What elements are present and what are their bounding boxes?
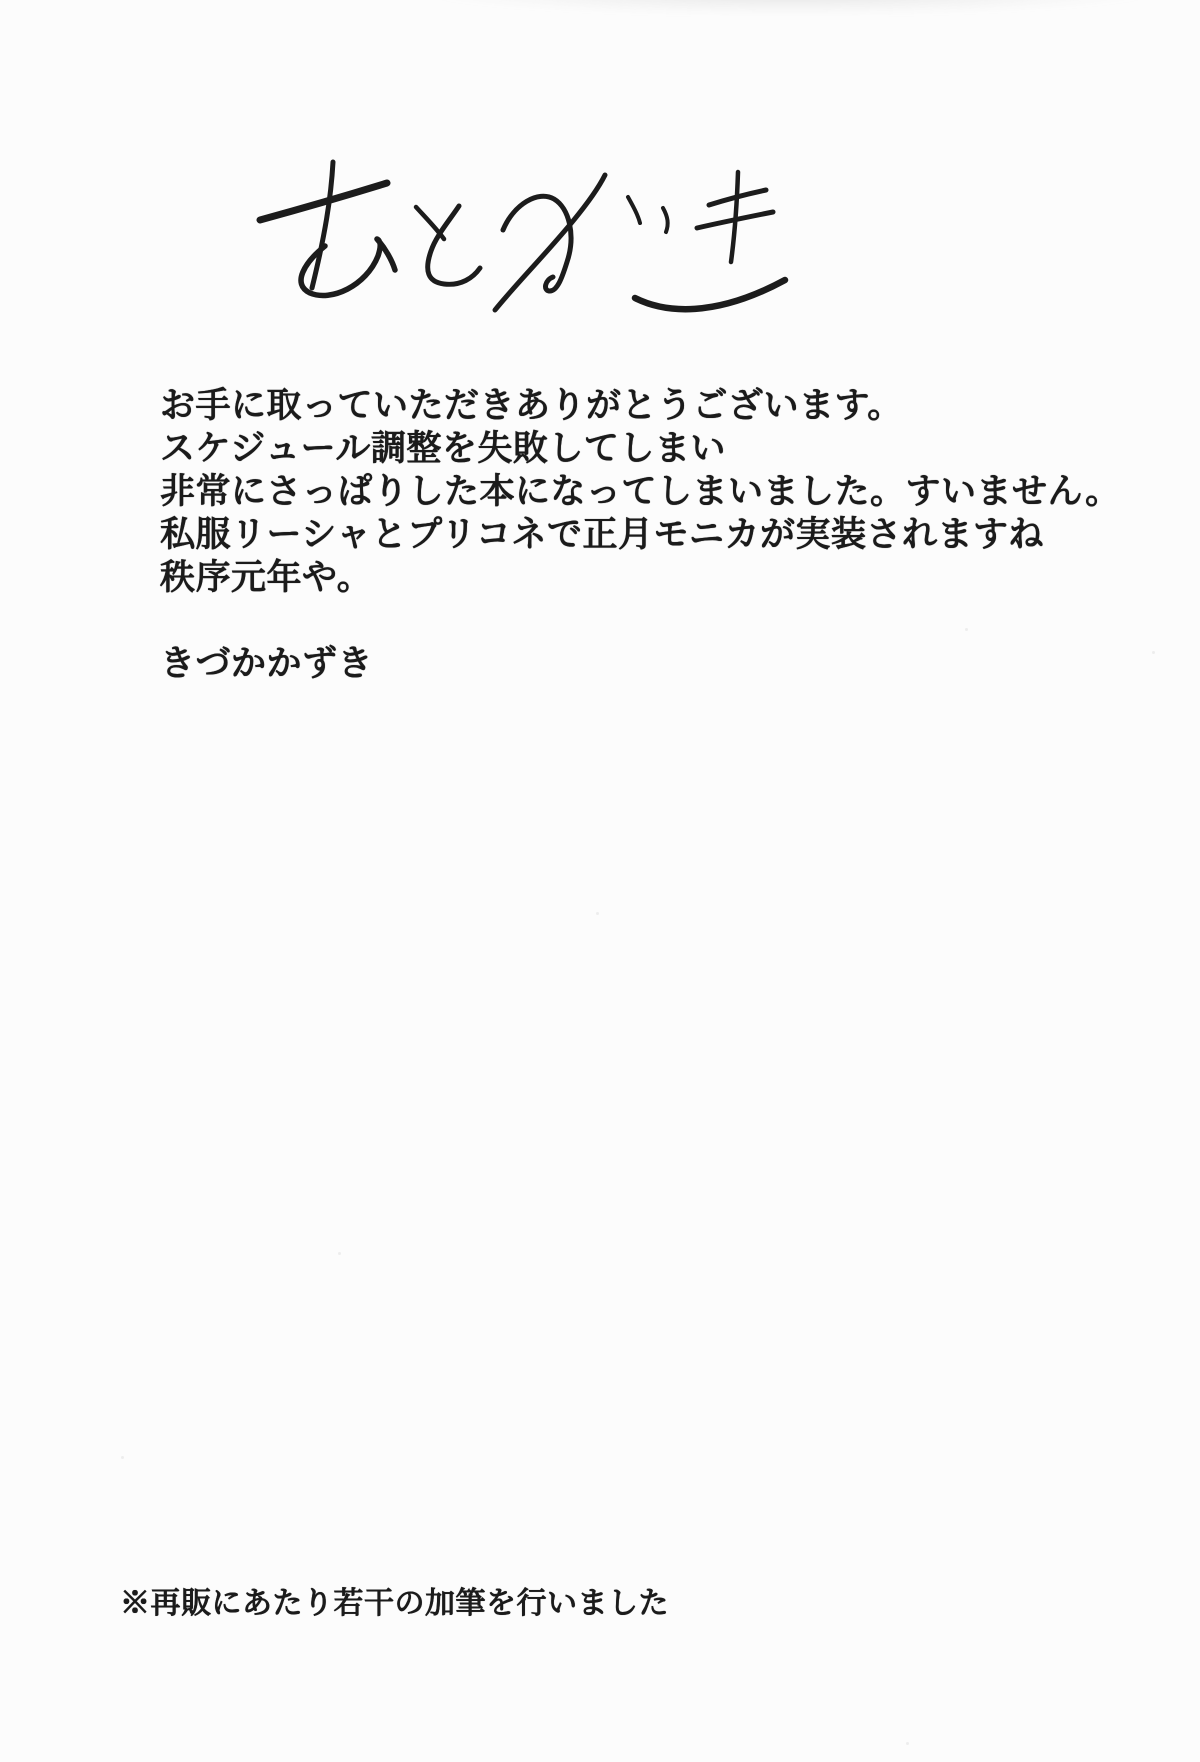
handwriting-stroke-ki-diagonal <box>731 172 738 262</box>
scan-speck <box>965 628 968 631</box>
handwriting-stroke-a-vertical <box>312 162 333 288</box>
scan-smudge <box>440 0 1140 14</box>
body-line-3: 非常にさっぱりした本になってしまいました。すいません。 <box>160 472 1121 511</box>
scan-speck <box>338 1252 341 1255</box>
handwriting-stroke-to-curve <box>428 206 480 284</box>
body-line-1: お手に取っていただきありがとうございます。 <box>160 386 903 425</box>
scan-speck <box>906 1742 909 1745</box>
handwriting-stroke-dakuten-1 <box>628 197 640 223</box>
reprint-footnote: ※再販にあたり若干の加筆を行いました <box>120 1587 669 1620</box>
afterword-body <box>160 384 1121 685</box>
scan-speck <box>121 1456 124 1459</box>
handwriting-stroke-ki-sweep <box>635 280 785 309</box>
author-signature: きづかかずき <box>160 644 374 683</box>
body-line-4: 私服リーシャとプリコネで正月モニカが実装されますね <box>160 515 1045 554</box>
handwriting-stroke-dakuten-2 <box>663 208 668 232</box>
afterword-title-handwriting <box>245 150 800 325</box>
scan-speck <box>1152 651 1155 654</box>
body-line-5: 秩序元年や。 <box>160 558 373 597</box>
handwriting-stroke-ka-hook <box>503 196 571 291</box>
body-line-2: スケジュール調整を失敗してしまい <box>160 429 726 468</box>
handwriting-stroke-a-slash <box>260 183 387 220</box>
scan-speck <box>596 912 599 915</box>
